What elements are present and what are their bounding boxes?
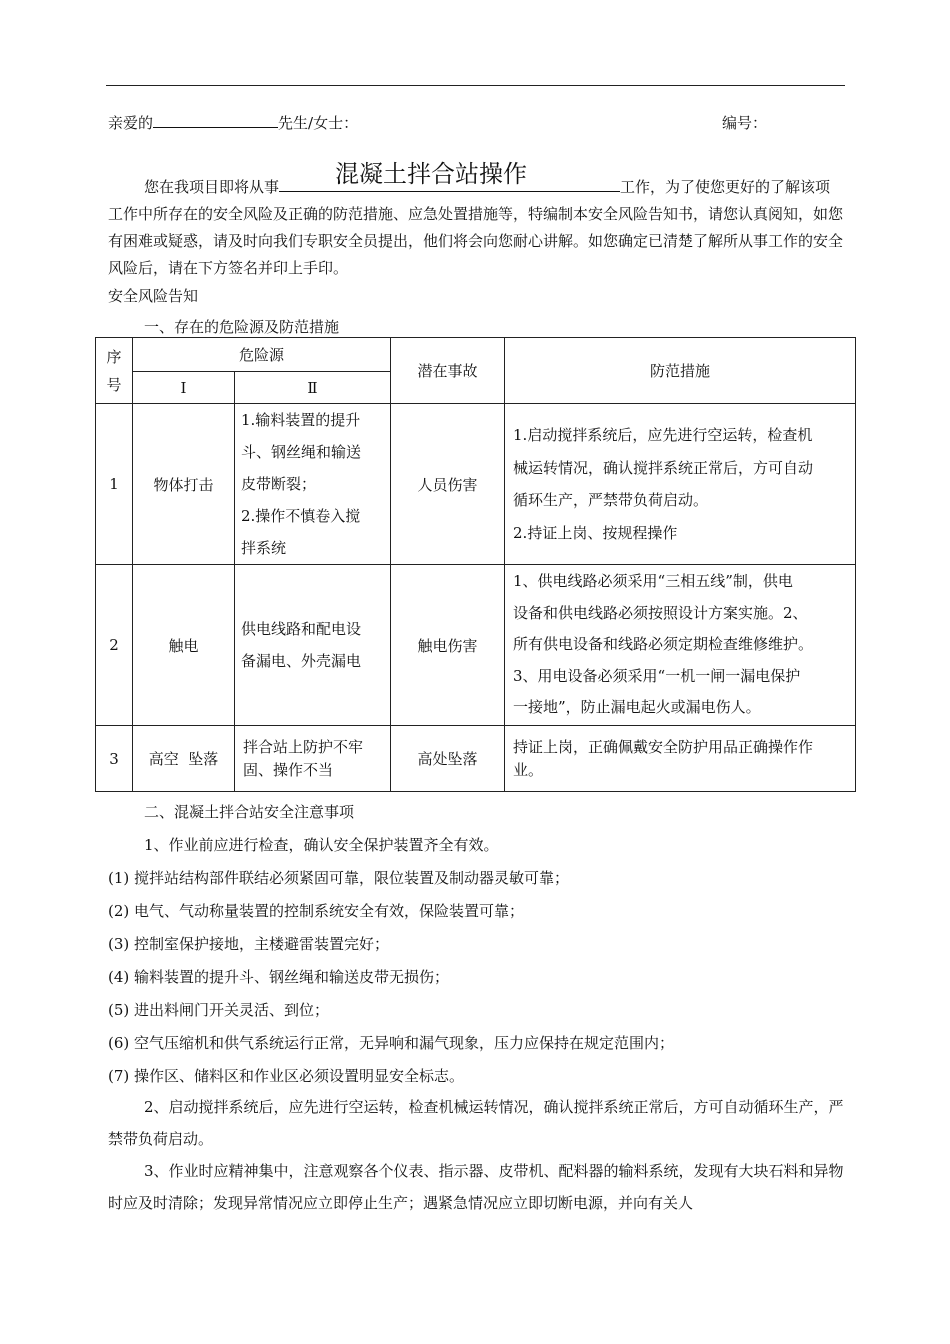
header-level2: Ⅱ [235, 372, 391, 404]
row-measures [505, 565, 856, 726]
intro-rest: 工作，为了使您更好的了解该项工作中所存在的安全风险及正确的防范措施、应急处置措施等，特编制本安全风险告知书，请您认真阅知，如您有困难或疑惑，请及时向我们专职安全员提出，他们将会向您耐心讲解。如您确定已清楚了解所从事工作的安全风险后，请在下方签名并印上手印。 [108, 178, 844, 277]
number-label: 编号： [722, 114, 768, 132]
notes-item-2: 2、启动搅拌系统后，应先进行空运转，检查机械运转情况，确认搅拌系统正常后，方可自动循环生产，严禁带负荷启动。 [108, 1098, 844, 1148]
row-hazard2 [235, 404, 391, 565]
table-row [96, 726, 856, 792]
header-seq-text: 序号 [106, 347, 122, 394]
greeting-suffix: 先生/女士： [278, 114, 359, 132]
risk-table [95, 337, 856, 792]
measure-line: 持证上岗，正确佩戴安全防护用品正确操作作 [513, 737, 814, 756]
name-blank[interactable] [153, 127, 278, 128]
row-accident: 触电伤害 [391, 565, 505, 726]
hazard2-line: 皮带断裂； [241, 475, 317, 493]
header-seq [96, 338, 133, 404]
hazard2-line: 2.操作不慎卷入搅 [241, 507, 361, 525]
hazard2-line: 供电线路和配电设 [241, 620, 362, 638]
notes-subitem: (7) 操作区、储料区和作业区必须设置明显安全标志。 [108, 1067, 465, 1085]
measure-line: 一接地”，防止漏电起火或漏电伤人。 [513, 698, 761, 717]
header-level1: Ⅰ [133, 372, 235, 404]
header-rule [106, 85, 845, 86]
row-seq: 1 [96, 404, 133, 565]
greeting-prefix: 亲爱的 [108, 114, 154, 132]
notes-subitem: (4) 输料装置的提升斗、钢丝绳和输送皮带无损伤； [108, 968, 450, 986]
intro-paragraph [108, 174, 845, 282]
measure-line: 2.持证上岗、按规程操作 [513, 523, 678, 542]
hazard2-line: 拌合站上防护不牢 [243, 737, 364, 756]
notes-subitem: (3) 控制室保护接地，主楼避雷装置完好； [108, 935, 390, 953]
row-seq: 3 [96, 726, 133, 792]
job-title: 混凝土拌合站操作 [335, 160, 527, 188]
notes-subitem: (1) 搅拌站结构部件联结必须紧固可靠，限位装置及制动器灵敏可靠； [108, 869, 570, 887]
measure-line: 业。 [513, 760, 544, 779]
header-hazard: 危险源 [133, 338, 391, 372]
measure-line: 1.启动搅拌系统后，应先进行空运转，检查机 [513, 426, 813, 444]
row-hazard2 [235, 565, 391, 726]
row-accident: 人员伤害 [391, 404, 505, 565]
notes-subitem: (2) 电气、气动称量装置的控制系统安全有效，保险装置可靠； [108, 902, 525, 920]
measure-line: 3、用电设备必须采用“一机一闸一漏电保护 [513, 666, 801, 685]
hazard2-line: 1.输料装置的提升 [241, 411, 361, 429]
row-hazard1: 高空 坠落 [133, 726, 235, 792]
row-hazard1: 触电 [133, 565, 235, 726]
job-blank[interactable] [279, 177, 620, 192]
measure-line: 循环生产，严禁带负荷启动。 [513, 491, 709, 509]
row-measures [505, 726, 856, 792]
notes-item-3: 3、作业时应精神集中，注意观察各个仪表、指示器、皮带机、配料器的输料系统，发现有大块石料和异物时应及时清除；发现异常情况应立即停止生产；遇紧急情况应立即切断电源，并向有关人 [108, 1162, 844, 1212]
row-accident: 高处坠落 [391, 726, 505, 792]
hazard2-line: 备漏电、外壳漏电 [241, 652, 362, 670]
hazard2-line: 固、操作不当 [243, 760, 334, 779]
notes-item-1: 1、作业前应进行检查，确认安全保护装置齐全有效。 [144, 836, 499, 854]
header-accident: 潜在事故 [391, 338, 505, 404]
hazard2-line: 斗、钢丝绳和输送 [241, 443, 362, 461]
row-hazard1: 物体打击 [133, 404, 235, 565]
table-row [96, 404, 856, 565]
header-measures: 防范措施 [505, 338, 856, 404]
hazard2-line: 拌系统 [241, 539, 287, 557]
row-hazard2 [235, 726, 391, 792]
table-row [96, 565, 856, 726]
notes-subitem: (5) 进出料闸门开关灵活、到位； [108, 1001, 330, 1019]
row-measures [505, 404, 856, 565]
measure-line: 所有供电设备和线路必须定期检查维修维护。 [513, 635, 814, 654]
intro-prefix: 您在我项目即将从事 [144, 178, 280, 196]
measure-line: 械运转情况，确认搅拌系统正常后，方可自动 [513, 458, 814, 477]
section1-heading: 一、存在的危险源及防范措施 [144, 318, 340, 336]
notes-subitem: (6) 空气压缩机和供气系统运行正常，无异响和漏气现象，压力应保持在规定范围内； [108, 1034, 675, 1052]
row-seq: 2 [96, 565, 133, 726]
measure-line: 1、供电线路必须采用“三相五线”制，供电 [513, 572, 793, 591]
notes-heading: 二、混凝土拌合站安全注意事项 [144, 803, 355, 821]
notice-heading: 安全风险告知 [108, 287, 199, 305]
measure-line: 设备和供电线路必须按照设计方案实施。2、 [513, 603, 808, 622]
greeting-line [108, 112, 358, 133]
